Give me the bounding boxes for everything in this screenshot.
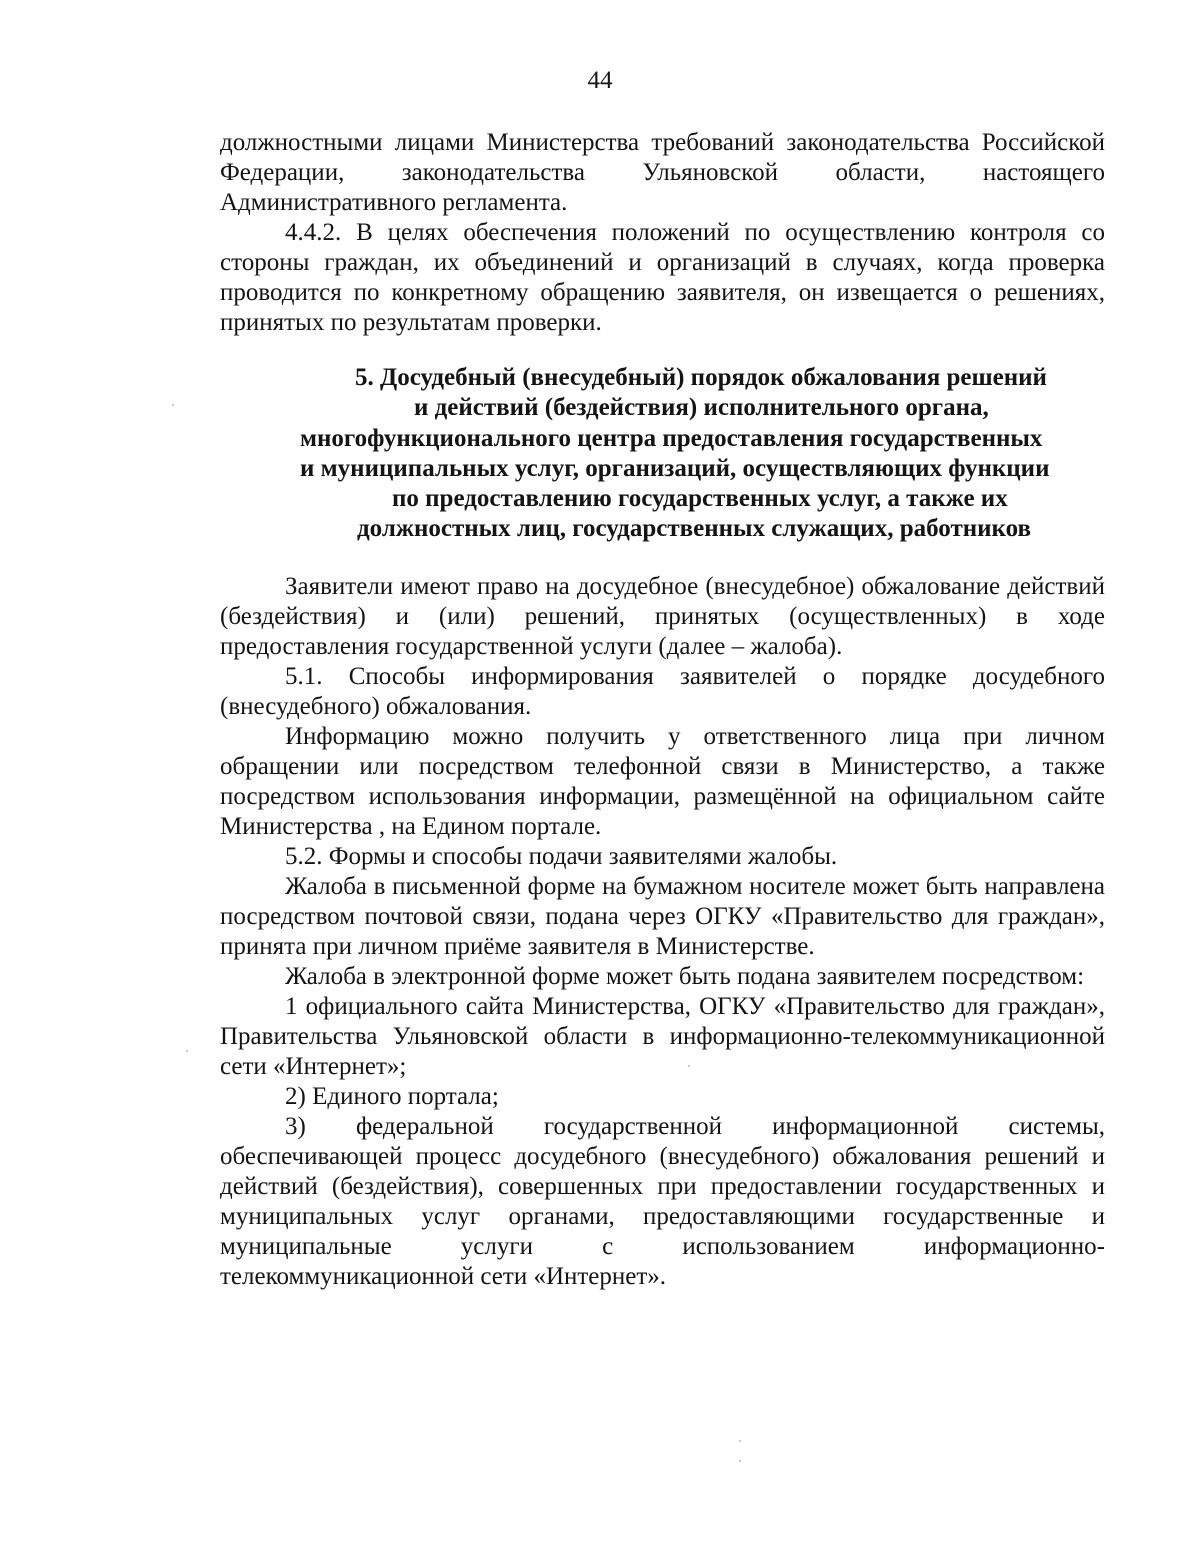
heading-line-4: и муниципальных услуг, организаций, осуществляющих функции	[300, 455, 1050, 482]
paragraph-information: Информацию можно получить у ответственного лица при личном обращении или посредством телефонной связи в Министерство, а также посредством использования информации, размещённой на официальном сайте Министерства , на Едином портале.	[220, 723, 1105, 840]
scan-speck	[739, 1460, 741, 1462]
scan-speck	[688, 1065, 690, 1067]
list-item-1: 1 официального сайта Министерства, ОГКУ «Правительство для граждан», Правительства Ульяновской области в информационно-телекоммуникационной сети «Интернет»;	[220, 993, 1105, 1080]
heading-line-5: по предоставлению государственных услуг, а также их	[392, 485, 1008, 512]
continuation-line-3: Административного регламента.	[220, 189, 568, 216]
scan-speck	[172, 404, 174, 406]
paragraph-5-2: 5.2. Формы и способы подачи заявителями жалобы.	[285, 843, 838, 870]
scan-speck	[186, 1050, 188, 1052]
list-item-2: 2) Единого портала;	[285, 1083, 499, 1110]
paragraph-electronic-complaint: Жалоба в электронной форме может быть подана заявителем посредством:	[285, 963, 1085, 990]
heading-line-1: 5. Досудебный (внесудебный) порядок обжалования решений	[355, 364, 1047, 391]
page-number: 44	[587, 67, 613, 94]
heading-line-2: и действий (бездействия) исполнительного органа,	[414, 394, 989, 421]
paragraph-paper-complaint: Жалоба в письменной форме на бумажном носителе может быть направлена посредством почтовой связи, подана через ОГКУ «Правительство для граждан», принята при личном приёме заявителя в Министерстве.	[220, 873, 1105, 960]
list-item-3: 3) федеральной государственной информационной системы, обеспечивающей процесс досудебного (внесудебного) обжалования решений и действий (бездействия), совершенных при предоставлении государственных и муниципальных услуг органами, предоставляющими государственные и муниципальные услуги с использованием информационно-телекоммуникационной сети «Интернет».	[220, 1113, 1105, 1290]
continuation-line-2: Федерации, законодательства Ульяновской области, настоящего	[220, 159, 1105, 186]
continuation-block	[220, 128, 1105, 338]
paragraph-5-1: 5.1. Способы информирования заявителей о порядке досудебного (внесудебного) обжалования.	[220, 663, 1105, 720]
scan-speck	[739, 1440, 741, 1442]
paragraph-applicants-right: Заявители имеют право на досудебное (внесудебное) обжалование действий (бездействия) и (или) решений, принятых (осуществленных) в ходе предоставления государственной услуги (далее – жалоба).	[220, 573, 1105, 660]
heading-line-3: многофункционального центра предоставления государственных	[300, 425, 1043, 452]
heading-line-6: должностных лиц, государственных служащих, работников	[357, 515, 1031, 542]
continuation-line-1: должностными лицами Министерства требований законодательства Российской	[220, 129, 1105, 156]
paragraph-4-4-2: 4.4.2. В целях обеспечения положений по осуществлению контроля со стороны граждан, их объединений и организаций в случаях, когда проверка проводится по конкретному обращению заявителя, он извещается о решениях, принятых по результатам проверки.	[220, 219, 1105, 336]
section-5-body	[220, 572, 1105, 1292]
